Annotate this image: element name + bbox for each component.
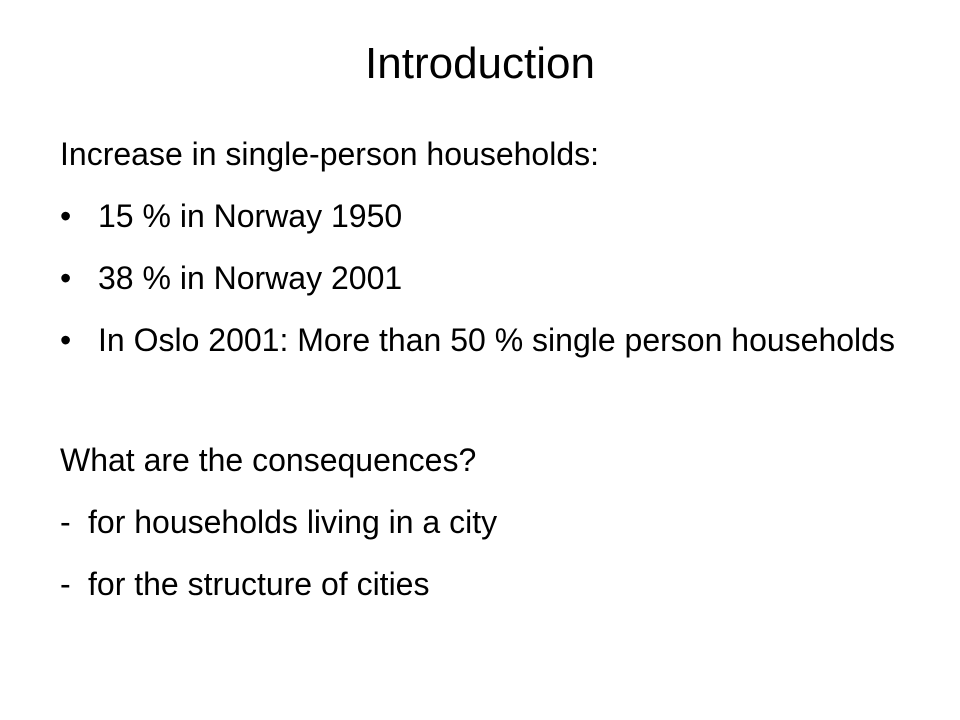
list-item xyxy=(60,564,920,604)
dash-list xyxy=(60,502,920,604)
list-item xyxy=(60,258,920,298)
bullet-text: In Oslo 2001: More than 50 % single person households xyxy=(98,322,895,358)
list-item xyxy=(60,502,920,542)
dash-marker: - xyxy=(60,504,71,540)
spacer xyxy=(60,382,920,440)
dash-item-text: for households living in a city xyxy=(88,504,498,540)
list-item xyxy=(60,320,920,360)
bullet-marker: • xyxy=(60,322,72,358)
slide-body xyxy=(60,134,920,626)
bullet-text: 38 % in Norway 2001 xyxy=(98,260,403,296)
list-item xyxy=(60,196,920,236)
bullet-marker: • xyxy=(60,260,72,296)
bullet-marker: • xyxy=(60,198,72,234)
bullet-list xyxy=(60,196,920,360)
slide-title: Introduction xyxy=(365,39,595,88)
dash-marker: - xyxy=(60,566,71,602)
bullet-text: 15 % in Norway 1950 xyxy=(98,198,403,234)
dash-item-text: for the structure of cities xyxy=(88,566,430,602)
question-text: What are the consequences? xyxy=(60,442,477,478)
intro-text: Increase in single-person households: xyxy=(60,136,599,172)
